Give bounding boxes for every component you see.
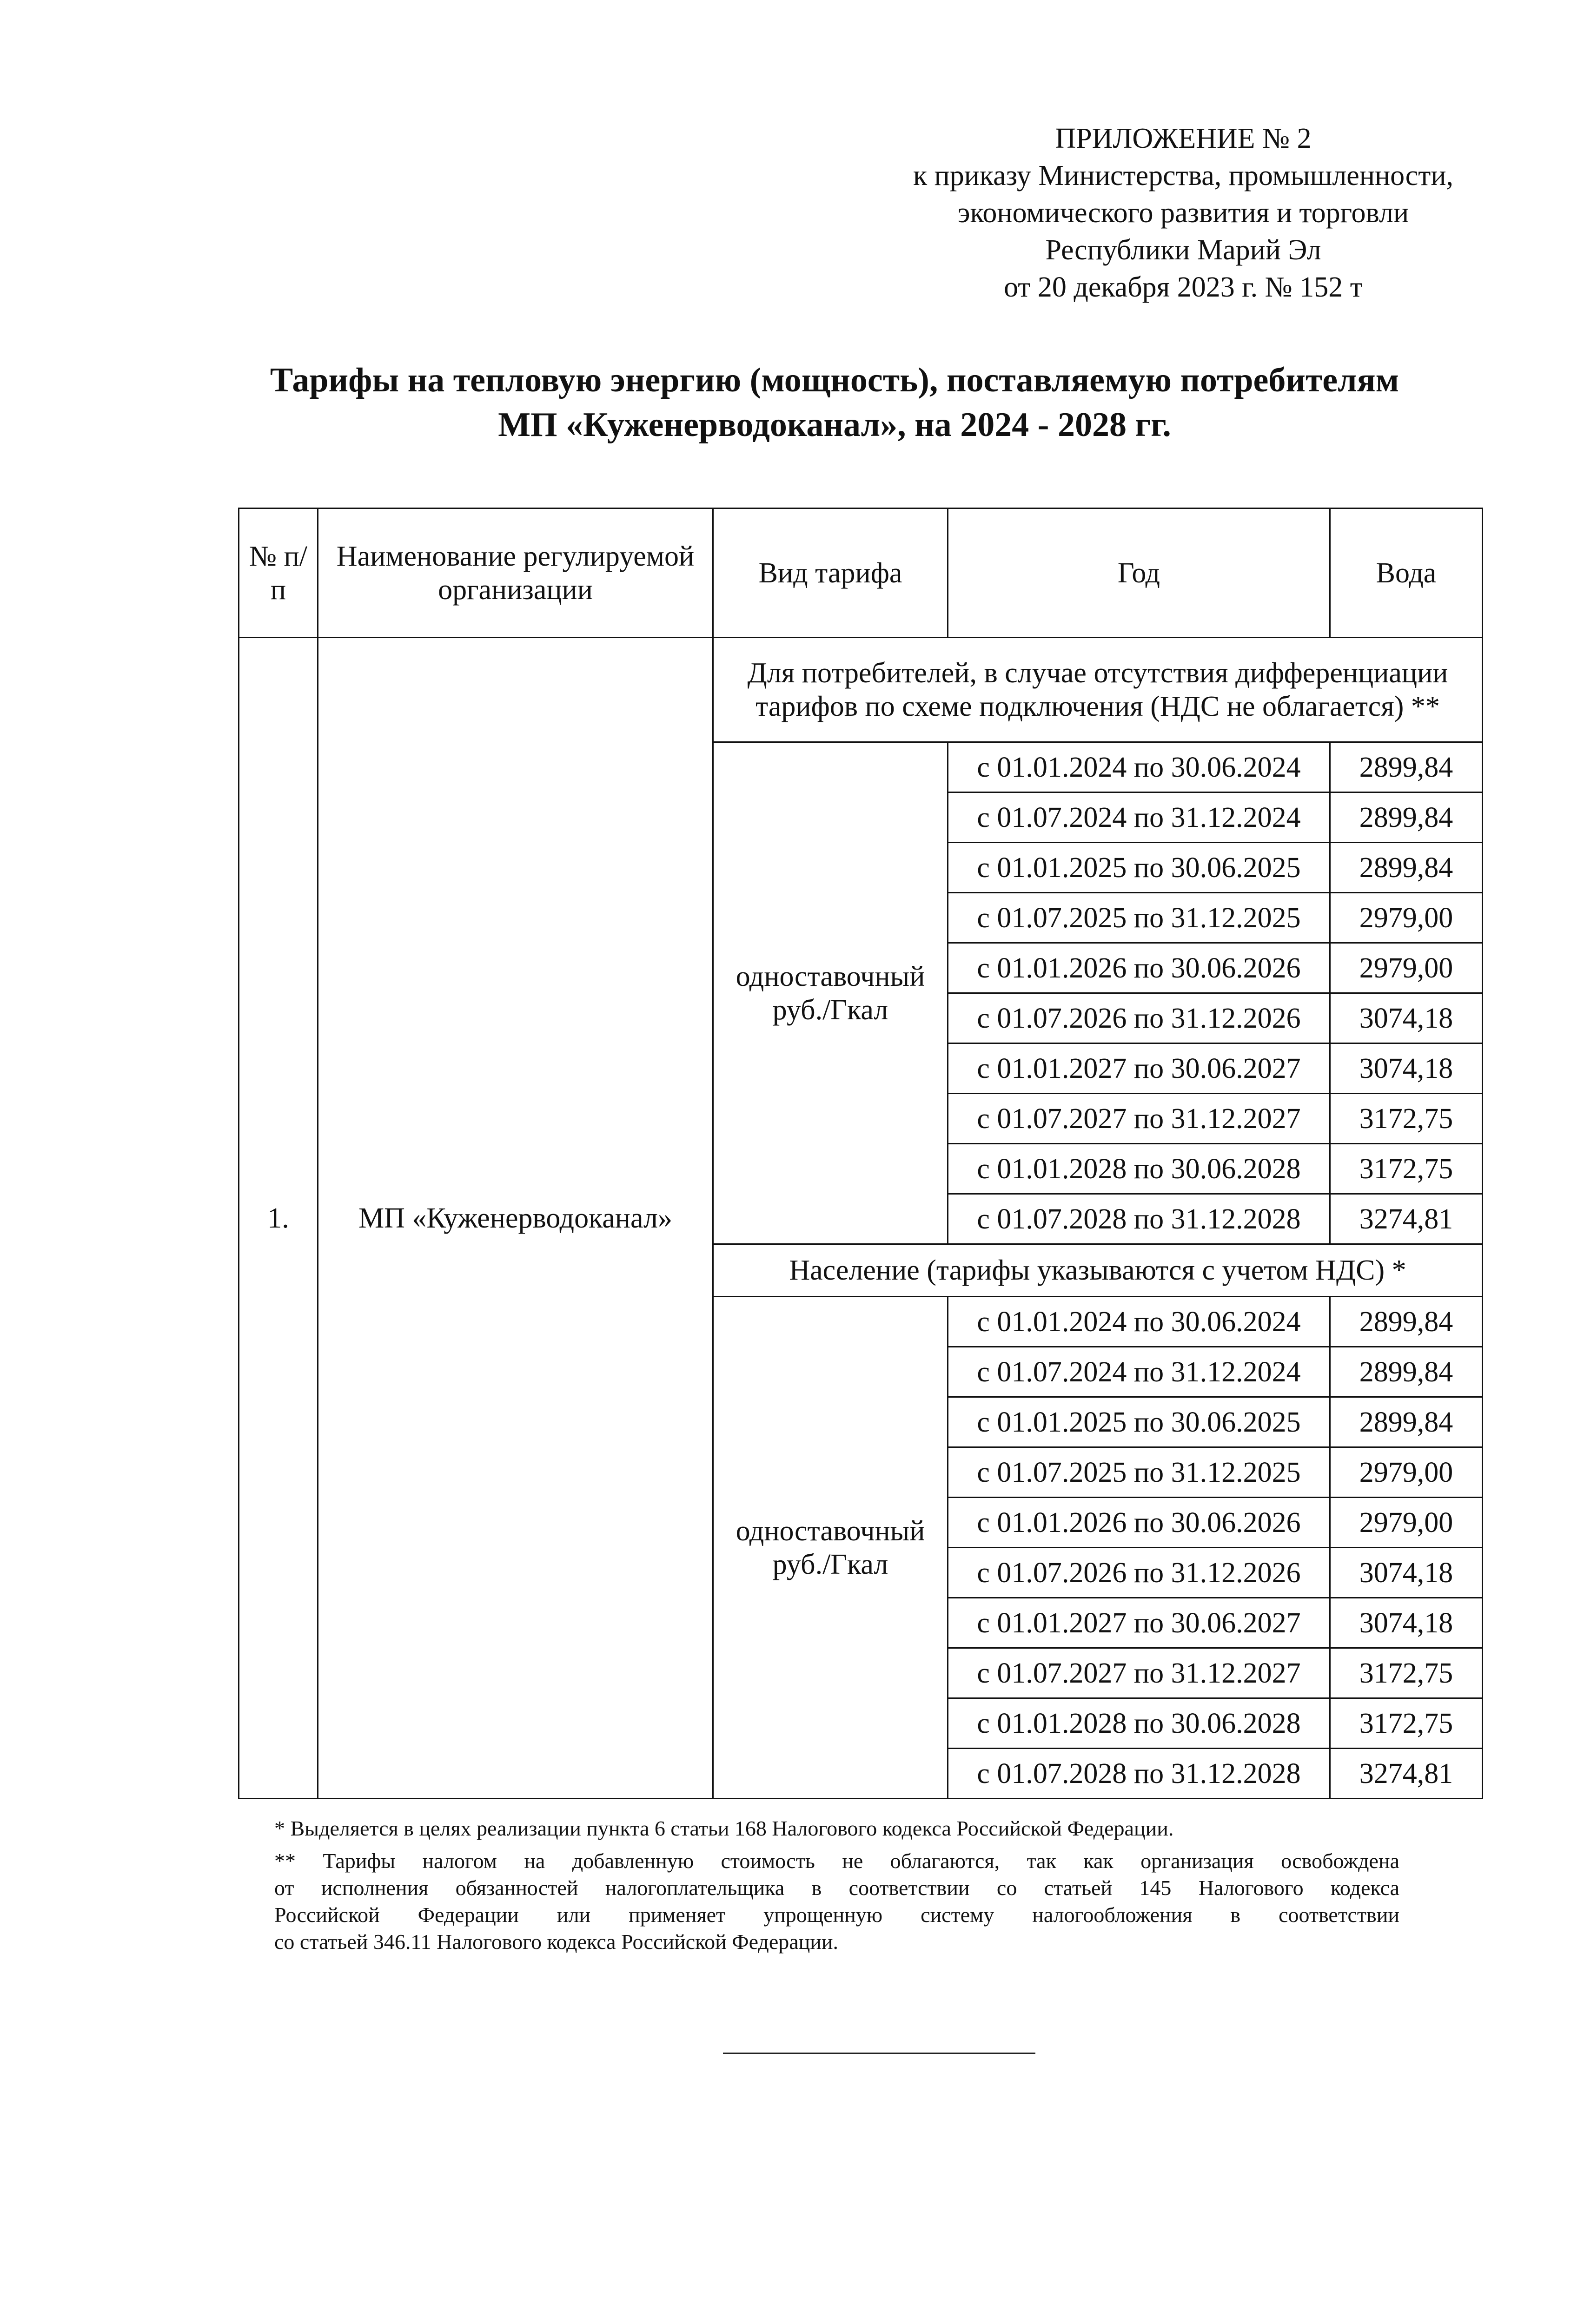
period-cell: с 01.01.2026 по 30.06.2026	[948, 1498, 1330, 1548]
period-cell: с 01.01.2025 по 30.06.2025	[948, 1397, 1330, 1447]
value-cell: 2979,00	[1330, 1498, 1483, 1548]
value-cell: 3074,18	[1330, 1043, 1483, 1094]
header-no: № п/п	[239, 508, 318, 638]
period-cell: с 01.07.2025 по 31.12.2025	[948, 893, 1330, 943]
value-cell: 3172,75	[1330, 1144, 1483, 1194]
value-cell: 2899,84	[1330, 792, 1483, 843]
period-cell: с 01.07.2026 по 31.12.2026	[948, 993, 1330, 1043]
appendix-ministry: экономического развития и торговли	[957, 197, 1409, 229]
value-cell: 2979,00	[1330, 943, 1483, 993]
period-cell: с 01.01.2025 по 30.06.2025	[948, 843, 1330, 893]
value-cell: 2979,00	[1330, 1447, 1483, 1498]
footnote-exempt-line-3: Российской Федерации или применяет упрощенную систему налогообложения в соответствии	[274, 1903, 1399, 1927]
footnote-exempt-line-4: со статьей 346.11 Налогового кодекса Российской Федерации.	[274, 1930, 839, 1954]
period-cell: с 01.07.2028 по 31.12.2028	[948, 1749, 1330, 1799]
table-header-row	[239, 508, 1483, 638]
period-cell: с 01.07.2027 по 31.12.2027	[948, 1648, 1330, 1698]
end-separator-line	[723, 2053, 1035, 2054]
title-line-2: МП «Куженерводоканал», на 2024 - 2028 гг.	[498, 406, 1171, 444]
period-cell: с 01.01.2026 по 30.06.2026	[948, 943, 1330, 993]
document-title	[139, 358, 1530, 447]
category-row	[239, 638, 1483, 742]
value-cell: 3172,75	[1330, 1094, 1483, 1144]
value-cell: 2899,84	[1330, 1397, 1483, 1447]
value-cell: 3074,18	[1330, 1598, 1483, 1648]
header-org: Наименование регулируемой организации	[318, 508, 713, 638]
period-cell: с 01.01.2028 по 30.06.2028	[948, 1698, 1330, 1749]
period-cell: с 01.07.2028 по 31.12.2028	[948, 1194, 1330, 1244]
value-cell: 2899,84	[1330, 742, 1483, 792]
header-year: Год	[948, 508, 1330, 638]
value-cell: 3074,18	[1330, 993, 1483, 1043]
period-cell: с 01.07.2024 по 31.12.2024	[948, 792, 1330, 843]
period-cell: с 01.01.2024 по 30.06.2024	[948, 742, 1330, 792]
period-cell: с 01.01.2024 по 30.06.2024	[948, 1297, 1330, 1347]
tariff-type: одноставочный руб./Гкал	[713, 742, 948, 1244]
tariff-table	[238, 508, 1483, 1799]
header-value: Вода	[1330, 508, 1483, 638]
footnote-exempt	[274, 1848, 1399, 1955]
period-cell: с 01.01.2027 по 30.06.2027	[948, 1598, 1330, 1648]
value-cell: 2899,84	[1330, 1347, 1483, 1397]
value-cell: 2899,84	[1330, 843, 1483, 893]
footnote-exempt-line-1: ** Тарифы налогом на добавленную стоимость не облагаются, так как организация освобождена	[274, 1849, 1399, 1873]
footnote-vat: * Выделяется в целях реализации пункта 6 статьи 168 Налогового кодекса Российской Федерации.	[274, 1816, 1174, 1840]
value-cell: 3074,18	[1330, 1548, 1483, 1598]
consumer-category: Население (тарифы указываются с учетом НДС) *	[713, 1244, 1483, 1297]
period-cell: с 01.07.2024 по 31.12.2024	[948, 1347, 1330, 1397]
header-tariff-type: Вид тарифа	[713, 508, 948, 638]
value-cell: 3274,81	[1330, 1194, 1483, 1244]
period-cell: с 01.07.2026 по 31.12.2026	[948, 1548, 1330, 1598]
period-cell: с 01.01.2027 по 30.06.2027	[948, 1043, 1330, 1094]
footnotes	[274, 1815, 1399, 1955]
period-cell: с 01.07.2027 по 31.12.2027	[948, 1094, 1330, 1144]
appendix-order-ref: к приказу Министерства, промышленности,	[913, 160, 1454, 191]
appendix-header	[865, 120, 1502, 306]
value-cell: 2979,00	[1330, 893, 1483, 943]
tariff-type: одноставочный руб./Гкал	[713, 1297, 948, 1799]
consumer-category: Для потребителей, в случае отсутствия дифференциации тарифов по схеме подключения (НДС не облагается) **	[713, 638, 1483, 742]
organization-name: МП «Куженерводоканал»	[318, 638, 713, 1799]
row-number: 1.	[239, 638, 318, 1799]
value-cell: 3274,81	[1330, 1749, 1483, 1799]
value-cell: 3172,75	[1330, 1698, 1483, 1749]
appendix-number: ПРИЛОЖЕНИЕ № 2	[1055, 123, 1312, 154]
appendix-date: от 20 декабря 2023 г. № 152 т	[1004, 271, 1363, 303]
value-cell: 2899,84	[1330, 1297, 1483, 1347]
title-line-1: Тарифы на тепловую энергию (мощность), поставляемую потребителям	[270, 361, 1399, 399]
period-cell: с 01.01.2028 по 30.06.2028	[948, 1144, 1330, 1194]
appendix-republic: Республики Марий Эл	[1045, 234, 1321, 266]
period-cell: с 01.07.2025 по 31.12.2025	[948, 1447, 1330, 1498]
footnote-exempt-line-2: от исполнения обязанностей налогоплательщика в соответствии со статьей 145 Налогового кодекса	[274, 1876, 1399, 1900]
value-cell: 3172,75	[1330, 1648, 1483, 1698]
